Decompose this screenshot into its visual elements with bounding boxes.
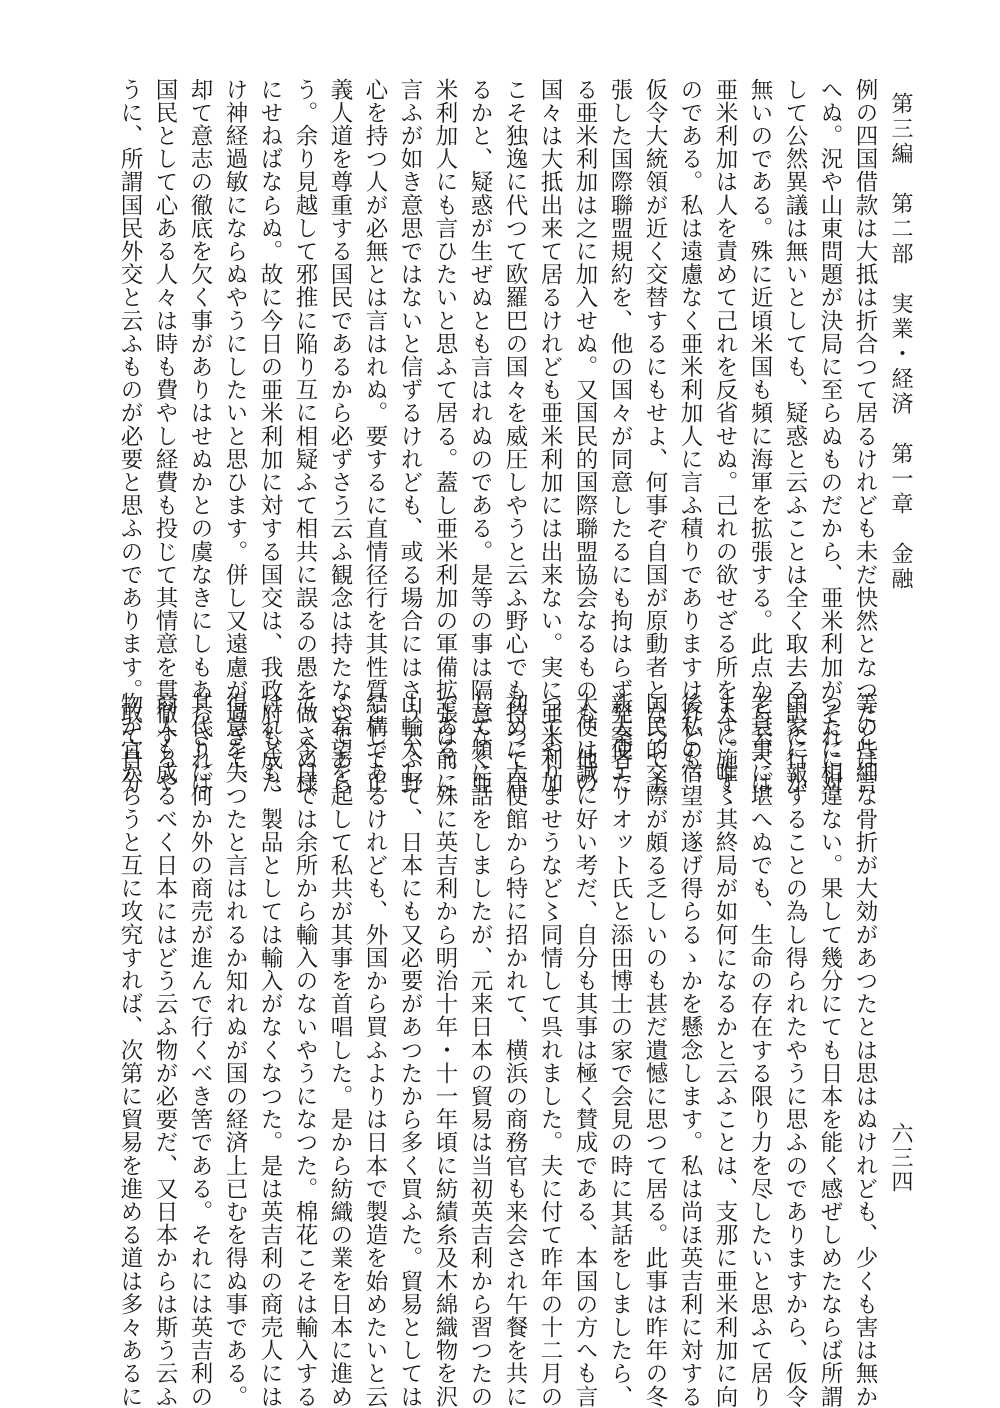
text-line: 山輸入して、日本にも又必要があつたから多く買ふた。貿易としては [397, 692, 423, 1408]
lower-text-block [117, 692, 882, 1408]
text-line: のである。私は遠慮なく亜米利加人に言ふ積りでありますけれども、 [677, 78, 703, 795]
text-line: つたに相違ない。果して幾分にても日本を能く感ぜしめたならば所謂 [817, 692, 843, 1408]
text-line: 初めに大使館から特に招かれて、横浜の商務官も来会され午餐を共に [502, 692, 528, 1408]
text-line: ふ希望を起して私共が其事を首唱した。是から紡織の業を日本に進め [327, 692, 353, 1408]
text-line: 物が宜からうと互に攻究すれば、次第に貿易を進める道は多々あるに [117, 692, 143, 1408]
text-line: 新大使エリオット氏と添田博士の家で会見の時に其話をしましたら、 [607, 692, 633, 1408]
text-line: 大使は誠に好い考だ、自分も其事は極く賛成である、本国の方へも言 [572, 692, 598, 1408]
text-line: 言ふが如き意思ではないと信ずるけれども、或る場合にはさう云ふ野 [397, 78, 423, 795]
text-line: る亜米利加は之に加入せぬ。又国民的国際聯盟協会なるものも、他の [572, 78, 598, 795]
text-line: 商人も成るべく日本にはどう云ふ物が必要だ、又日本からは斯う云ふ [152, 692, 178, 1408]
text-line: 亜米利加は人を責めて己れを反省せぬ。己れの欲せざる所を人に施す [712, 78, 738, 795]
text-line: にせねばならぬ。故に今日の亜米利加に対する国交は、我政府も成た [257, 78, 283, 795]
text-line: つてやりませうなど〻同情して呉れました。夫に付て昨年の十二月の [537, 692, 563, 1408]
text-line: 仮令大統領が近く交替するにもせよ、何事ぞ自国が原動者となつて主 [642, 78, 668, 795]
text-line: けれども、製品としては輸入がなくなつた。是は英吉利の商売人には [257, 692, 283, 1408]
text-line: へぬ。況や山東問題が決局に至らぬものだから、亜米利加がそれに対 [817, 78, 843, 795]
text-line: ます。唯〻其終局が如何になるかと云ふことは、支那に亜米利加に向 [712, 692, 738, 1408]
text-line: け神経過敏にならぬやうにしたいと思ひます。併し又遠慮が過ぎて、 [222, 78, 248, 795]
text-line: して公然異議は無いとしても、疑惑と云ふことは全く取去る訳に行か [782, 78, 808, 795]
text-line: う。余り見越して邪推に陥り互に相疑ふて相共に誤るの愚を做さぬ様 [292, 78, 318, 795]
upper-text-block [117, 78, 882, 795]
text-line: 国家に報ずることの為し得られたやうに思ふのでありますから、仮令 [782, 692, 808, 1408]
text-line: 国民として心ある人々は時も費やし経費も投じて其情意を貫徹するや [152, 78, 178, 795]
text-line: 後私の宿望が遂げ得らるゝかを懸念します。私は尚ほ英吉利に対する [677, 692, 703, 1408]
text-line: 老衰事に堪へぬでも、生命の存在する限り力を尽したいと思ふて居り [747, 692, 773, 1408]
text-line: 得意を失つたと言はれるか知れぬが国の経済上已むを得ぬ事である。 [222, 692, 248, 1408]
text-line: 其代りに何か外の商売が進んで行くべき筈である。それには英吉利の [187, 692, 213, 1408]
text-line: 無いのである。殊に近頃米国も頻に海軍を拡張する。此点から云へば [747, 78, 773, 795]
text-line: して頻に話をしましたが、元来日本の貿易は当初英吉利から習つたの [467, 692, 493, 1408]
text-line: 却て意志の徹底を欠く事がありはせぬかとの虞なきにしもあらざれば [187, 78, 213, 795]
text-line: 米利加人にも言ひたいと思ふて居る。蓋し亜米利加の軍備拡張は前に [432, 78, 458, 795]
text-line: 国々は大抵出来て居るけれども亜米利加には出来ない。実に亜米利加 [537, 78, 563, 795]
text-line: 結構であるけれども、外国から買ふよりは日本で製造を始めたいと云 [362, 692, 388, 1408]
text-line: 例の四国借款は大抵は折合つて居るけれども未だ快然となつたとは言 [852, 78, 878, 795]
running-head: 第三編 第二部 実業・経済 第一章 金融 [888, 92, 913, 592]
text-line: 義人道を尊重する国民であるから必ずさう云ふ観念は持たないであら [327, 78, 353, 795]
text-line: である。殊に英吉利から明治十年・十一年頃に紡績糸及木綿織物を沢 [432, 692, 458, 1408]
text-line: て、今日では余所から輸入のないやうになつた。棉花こそは輸入する [292, 692, 318, 1408]
text-line: るかと、疑惑が生ぜぬとも言はれぬのである。是等の事は隔意なく亜 [467, 78, 493, 795]
text-line: 国民的交際が頗る乏しいのも甚だ遺憾に思つて居る。此事は昨年の冬 [642, 692, 668, 1408]
page-number: 六三四 [888, 1122, 913, 1194]
text-line: 張した国際聯盟規約を、他の国々が同意したるにも拘はらず発案者た [607, 78, 633, 795]
text-line: 等の些細な骨折が大効があつたとは思はぬけれども、少くも害は無か [852, 692, 878, 1408]
text-line: こそ独逸に代つて欧羅巴の国々を威圧しやうと云ふ野心でも持つて居 [502, 78, 528, 795]
text-line: うに、所謂国民外交と云ふものが必要と思ふのであります。敢て自分 [117, 78, 143, 795]
text-line: 心を持つ人が必無とは言はれぬ。要するに直情径行を其性質として正 [362, 78, 388, 795]
